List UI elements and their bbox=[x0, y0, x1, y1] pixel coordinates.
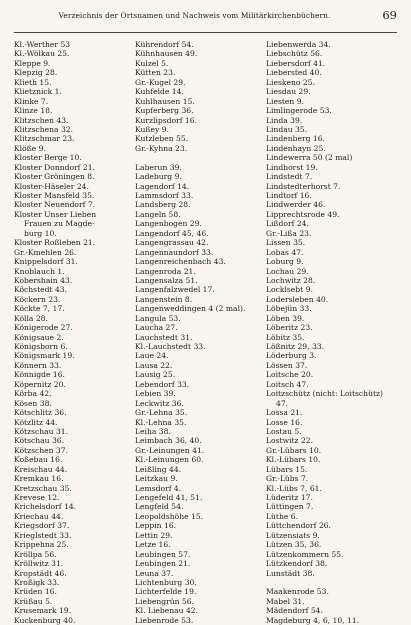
index-entry: Kuhlhausen 15. bbox=[135, 96, 195, 106]
index-entry: Kupferberg 36. bbox=[135, 106, 194, 116]
index-entry: Langendorf 45, 46. bbox=[135, 228, 209, 238]
index-entry: Kölla 28. bbox=[14, 313, 48, 323]
index-body bbox=[14, 40, 397, 625]
index-entry: Gr.-Kyhna 23. bbox=[135, 143, 188, 153]
index-entry: Kühnhausen 49. bbox=[135, 49, 198, 59]
index-entry: Lindhorst 19. bbox=[266, 162, 318, 172]
index-entry: Gr.-Lißa 23. bbox=[266, 228, 312, 238]
index-entry: Köchstedt 43. bbox=[14, 285, 68, 295]
index-entry: Köpernitz 20. bbox=[14, 379, 66, 389]
index-entry: burg 10. bbox=[24, 228, 57, 238]
index-entry: Kriechau 44. bbox=[14, 511, 64, 521]
index-entry: Lindewerra 50 (2 mal) bbox=[266, 153, 353, 163]
index-entry: Krichelsdorf 14. bbox=[14, 502, 77, 512]
index-entry: Königsborn 6. bbox=[14, 342, 68, 351]
index-entry: Langula 53. bbox=[135, 313, 181, 323]
index-entry: Lengfeld 54. bbox=[135, 502, 184, 512]
index-column-1 bbox=[14, 40, 132, 625]
index-entry: Linda 39. bbox=[266, 115, 303, 125]
index-entry: Kl.-Lübars 10. bbox=[266, 455, 321, 465]
index-entry: Leckwitz 36. bbox=[135, 398, 184, 408]
index-entry: Kloster Neuendorf 7. bbox=[14, 200, 96, 210]
index-entry: Löben 39. bbox=[266, 313, 305, 323]
index-entry: Lißdorf 24. bbox=[266, 219, 309, 229]
page-number: 69 bbox=[382, 8, 397, 22]
index-entry: Lipprechtsrode 49. bbox=[266, 209, 340, 219]
index-entry: Klöße 9. bbox=[14, 143, 46, 153]
index-entry: Kl.-Wölkau 25. bbox=[14, 49, 70, 59]
index-entry: Mabel 31. bbox=[266, 596, 305, 606]
index-entry: Lichterfelde 19. bbox=[135, 587, 197, 597]
index-entry: Lochau 29. bbox=[266, 266, 309, 276]
index-entry: Ladeburg 9. bbox=[135, 172, 182, 182]
index-entry: Lützenkommern 55. bbox=[266, 549, 344, 559]
index-entry: Lindstedterhorst 7. bbox=[266, 181, 341, 191]
index-entry: Löbejün 33. bbox=[266, 304, 312, 314]
index-entry: Langenstein 8. bbox=[135, 294, 193, 304]
index-entry: Kropstädt 46. bbox=[14, 568, 67, 578]
index-entry: Lebendorf 33. bbox=[135, 379, 190, 389]
index-entry: Liebengrün 56. bbox=[135, 596, 194, 606]
index-entry: Lochwitz 28. bbox=[266, 275, 316, 285]
index-entry: Klinze 18. bbox=[14, 106, 53, 116]
index-entry: Lengefeld 41, 51. bbox=[135, 493, 203, 502]
index-entry: Kloster Roßleben 21. bbox=[14, 238, 96, 248]
index-entry: Lammsdorf 33. bbox=[135, 191, 194, 200]
index-entry: Lützen 35, 36. bbox=[266, 540, 322, 550]
index-entry: Lindstedt 7. bbox=[266, 172, 313, 182]
index-entry: Lindtorf 16. bbox=[266, 191, 312, 200]
index-entry: Kutzleben 55. bbox=[135, 134, 189, 144]
index-entry: Kroßigk 33. bbox=[14, 577, 60, 587]
index-entry: Kobershain 43. bbox=[14, 275, 73, 285]
index-entry: Liebenwerda 34. bbox=[266, 40, 331, 49]
index-entry: Kötzschen 37. bbox=[14, 445, 69, 455]
index-entry: Löderburg 3. bbox=[266, 351, 317, 361]
index-entry: Klitzschen 43. bbox=[14, 115, 69, 125]
index-entry: Königerode 27. bbox=[14, 323, 73, 333]
index-column-2 bbox=[135, 40, 259, 625]
index-entry: Lindenhayn 25. bbox=[266, 143, 326, 153]
index-entry: Lüttingen 7. bbox=[266, 502, 314, 512]
index-entry: Leimbach 36, 40. bbox=[135, 436, 202, 446]
index-entry: Lostwitz 22. bbox=[266, 436, 314, 446]
index-entry: Gr.-Lübars 10. bbox=[266, 445, 322, 455]
index-entry: Leopoldshöhe 15. bbox=[135, 511, 204, 521]
running-title: Verzeichnis der Ortsnamen und Nachweis vom Militärkirchenbüchern. bbox=[58, 11, 331, 20]
index-entry: Knoblauch 1. bbox=[14, 266, 65, 276]
section-gap bbox=[266, 578, 397, 587]
index-entry: Kösen 38. bbox=[14, 398, 52, 408]
index-entry: Langengrassau 42. bbox=[135, 238, 209, 248]
index-entry: Kuckenburg 40. bbox=[14, 615, 76, 625]
index-entry: Limlingerode 53. bbox=[266, 106, 332, 116]
index-entry: Lausa 22. bbox=[135, 360, 173, 370]
index-entry: Gr.-Leinungen 41. bbox=[135, 445, 205, 455]
index-entry: Leubingen 57. bbox=[135, 549, 191, 559]
index-entry: Liesdau 29. bbox=[266, 87, 311, 97]
index-entry: Kuhfelde 14. bbox=[135, 87, 184, 97]
index-entry: Lagendorf 14. bbox=[135, 181, 190, 191]
index-entry: Lebien 39. bbox=[135, 389, 176, 399]
index-entry: Magdeburg 4, 6, 10, 11. bbox=[266, 615, 360, 625]
index-entry: Laue 24. bbox=[135, 351, 169, 361]
index-entry: Lodersleben 40. bbox=[266, 294, 329, 304]
index-entry: Langeln 58. bbox=[135, 209, 181, 219]
index-entry: Leubingen 21. bbox=[135, 559, 191, 569]
index-entry: Kl. Liebenau 42. bbox=[135, 606, 199, 616]
index-entry: Lausig 25. bbox=[135, 370, 176, 380]
index-entry: Liesten 9. bbox=[266, 96, 304, 106]
index-entry: Frauen zu Magde- bbox=[24, 219, 95, 229]
index-entry: Klieth 15. bbox=[14, 77, 52, 87]
index-entry: Laberun 39. bbox=[135, 162, 182, 172]
index-entry: Lüderitz 17. bbox=[266, 493, 313, 502]
index-entry: Krüßau 5. bbox=[14, 596, 53, 606]
index-entry: Königsmark 19. bbox=[14, 351, 75, 361]
index-entry: Koßebau 16. bbox=[14, 455, 63, 465]
index-entry: Gr.-Lübs 7. bbox=[266, 474, 309, 484]
index-entry: Krieglstedt 33. bbox=[14, 530, 72, 540]
index-entry: Langenbogen 29. bbox=[135, 219, 202, 229]
index-entry: Loitsche 20. bbox=[266, 370, 314, 380]
section-gap bbox=[135, 153, 259, 162]
index-entry: Locklsebt 9. bbox=[266, 285, 313, 295]
index-entry: Lissen 35. bbox=[266, 238, 306, 248]
index-entry: Liebersted 40. bbox=[266, 68, 322, 78]
index-entry: Langenfalzwedel 17. bbox=[135, 285, 215, 295]
index-entry: Lindenberg 16. bbox=[266, 134, 325, 144]
index-entry: Liebschütz 56. bbox=[266, 49, 323, 59]
index-entry: Könnigde 16. bbox=[14, 370, 65, 380]
index-entry: Krippehna 25. bbox=[14, 540, 69, 550]
index-entry: Klitzschmar 23. bbox=[14, 134, 75, 144]
index-entry: Leppin 16. bbox=[135, 521, 177, 531]
index-entry: Mädendorf 54. bbox=[266, 606, 323, 616]
index-entry: Lößnitz 29, 33. bbox=[266, 342, 325, 351]
index-entry: Löberitz 23. bbox=[266, 323, 313, 333]
index-entry: Kührendorf 54. bbox=[135, 40, 194, 49]
index-column-3 bbox=[266, 40, 397, 625]
index-entry: Krusemark 19. bbox=[14, 606, 72, 616]
index-entry: Knippelsdorf 31. bbox=[14, 257, 78, 267]
index-entry: Kl.-Lehna 35. bbox=[135, 417, 187, 427]
index-entry: Lössen 37. bbox=[266, 360, 308, 370]
index-entry: Lostau 5. bbox=[266, 426, 302, 436]
index-entry: Klepzig 28. bbox=[14, 68, 58, 78]
index-entry: Kremkau 16. bbox=[14, 474, 64, 484]
index-entry: Kröllwitz 31. bbox=[14, 559, 64, 569]
index-entry: Loburg 9. bbox=[266, 257, 304, 267]
index-entry: Kloster Gröningen 8. bbox=[14, 172, 95, 182]
index-entry: Laucha 27. bbox=[135, 323, 178, 333]
index-entry: Lindau 35. bbox=[266, 124, 308, 134]
index-entry: Lunstädt 38. bbox=[266, 568, 315, 578]
index-entry: Krüden 16. bbox=[14, 587, 57, 597]
index-entry: Leißling 44. bbox=[135, 464, 182, 474]
index-entry: Königsaue 2. bbox=[14, 332, 64, 342]
index-entry: Losse 16. bbox=[266, 417, 303, 427]
page-header bbox=[14, 9, 397, 25]
index-entry: Langenweddingen 4 (2 mal). bbox=[135, 304, 246, 314]
index-entry: Kl.-Werther 53 bbox=[14, 40, 71, 49]
index-entry: Lettin 29. bbox=[135, 530, 173, 540]
index-entry: Maakenrode 53. bbox=[266, 587, 329, 597]
index-entry: Landsberg 28. bbox=[135, 200, 191, 210]
index-entry: Köckte 7, 17. bbox=[14, 304, 65, 314]
index-entry: Kretzschau 35. bbox=[14, 483, 72, 493]
index-entry: Letze 16. bbox=[135, 540, 171, 550]
index-entry: Kloster Berge 10. bbox=[14, 153, 82, 163]
index-entry: Loitsch 47. bbox=[266, 379, 309, 389]
index-entry: Kl.-Leinungen 60. bbox=[135, 455, 204, 465]
index-entry: Kl.-Lauchstedt 33. bbox=[135, 342, 206, 351]
index-entry: Klitzschena 32. bbox=[14, 124, 74, 134]
index-entry: Lützensiats 9. bbox=[266, 530, 320, 540]
index-entry: Kloster-Häseler 24. bbox=[14, 181, 89, 191]
index-entry: Köckern 23. bbox=[14, 294, 61, 304]
index-entry: Liebenrode 53. bbox=[135, 615, 194, 625]
index-entry: Lichtenburg 30. bbox=[135, 577, 197, 587]
index-entry: Körba 42. bbox=[14, 389, 52, 399]
index-entry: Lindwerder 46. bbox=[266, 200, 326, 210]
index-entry: Kötzschau 31. bbox=[14, 426, 69, 436]
index-entry: Kröllpa 56. bbox=[14, 549, 57, 559]
index-entry: Leiha 38. bbox=[135, 426, 171, 436]
index-entry: Kleppe 9. bbox=[14, 58, 51, 68]
index-entry: Langenroda 21. bbox=[135, 266, 196, 276]
index-entry: Kütten 23. bbox=[135, 68, 176, 78]
index-entry: Krevese 12. bbox=[14, 493, 60, 502]
index-entry: Lossa 21. bbox=[266, 408, 303, 418]
index-entry: Kreischau 44. bbox=[14, 464, 68, 474]
index-entry: Kloster Donndorf 21. bbox=[14, 162, 95, 172]
index-entry: Kußey 9. bbox=[135, 124, 169, 134]
index-entry: Klinke 7. bbox=[14, 96, 49, 106]
index-entry: Kl.-Lübs 7, 61. bbox=[266, 483, 322, 493]
index-entry: Gr.-Kmehlen 26. bbox=[14, 247, 77, 257]
index-entry: Gr.-Lehna 35. bbox=[135, 408, 188, 418]
index-entry: Kriegsdorf 37. bbox=[14, 521, 70, 531]
index-entry: Klietznick 1. bbox=[14, 87, 62, 97]
index-entry: 47. bbox=[276, 398, 289, 408]
index-entry: Lüttchendorf 26. bbox=[266, 521, 331, 531]
index-entry: Langennaundorf 33. bbox=[135, 247, 214, 257]
index-entry: Könnern 33. bbox=[14, 360, 62, 370]
index-entry: Lauchstedt 31. bbox=[135, 332, 193, 342]
index-entry: Gr.-Kugel 29. bbox=[135, 77, 186, 87]
index-entry: Lobas 47. bbox=[266, 247, 304, 257]
index-entry: Lemsdorf 4. bbox=[135, 483, 182, 493]
index-entry: Leuna 37. bbox=[135, 568, 174, 578]
index-entry: Lützkendorf 38. bbox=[266, 559, 328, 569]
index-entry: Liebersdorf 41. bbox=[266, 58, 326, 68]
index-entry: Kötschau 36. bbox=[14, 436, 65, 446]
index-entry: Langensalza 51. bbox=[135, 275, 198, 285]
index-entry: Lieskeno 25. bbox=[266, 77, 315, 87]
index-entry: Kloster Mansfeld 35. bbox=[14, 191, 95, 200]
index-entry: Lübars 15. bbox=[266, 464, 308, 474]
index-entry: Kötschlitz 36. bbox=[14, 408, 67, 418]
index-entry: Langenreichenbach 43. bbox=[135, 257, 226, 267]
index-entry: Lüthe 6. bbox=[266, 511, 299, 521]
index-entry: Leitzkau 9. bbox=[135, 474, 178, 484]
header-rule bbox=[14, 32, 397, 33]
index-entry: Kulzel 5. bbox=[135, 58, 169, 68]
index-entry: Kötzlitz 44. bbox=[14, 417, 58, 427]
index-entry: Löbitz 35. bbox=[266, 332, 305, 342]
index-entry: Kloster Unser Lieben bbox=[14, 209, 97, 219]
index-entry: Kurzlipsdorf 16. bbox=[135, 115, 198, 125]
index-entry: Loitzschütz (nicht: Loitschütz) bbox=[266, 389, 383, 399]
